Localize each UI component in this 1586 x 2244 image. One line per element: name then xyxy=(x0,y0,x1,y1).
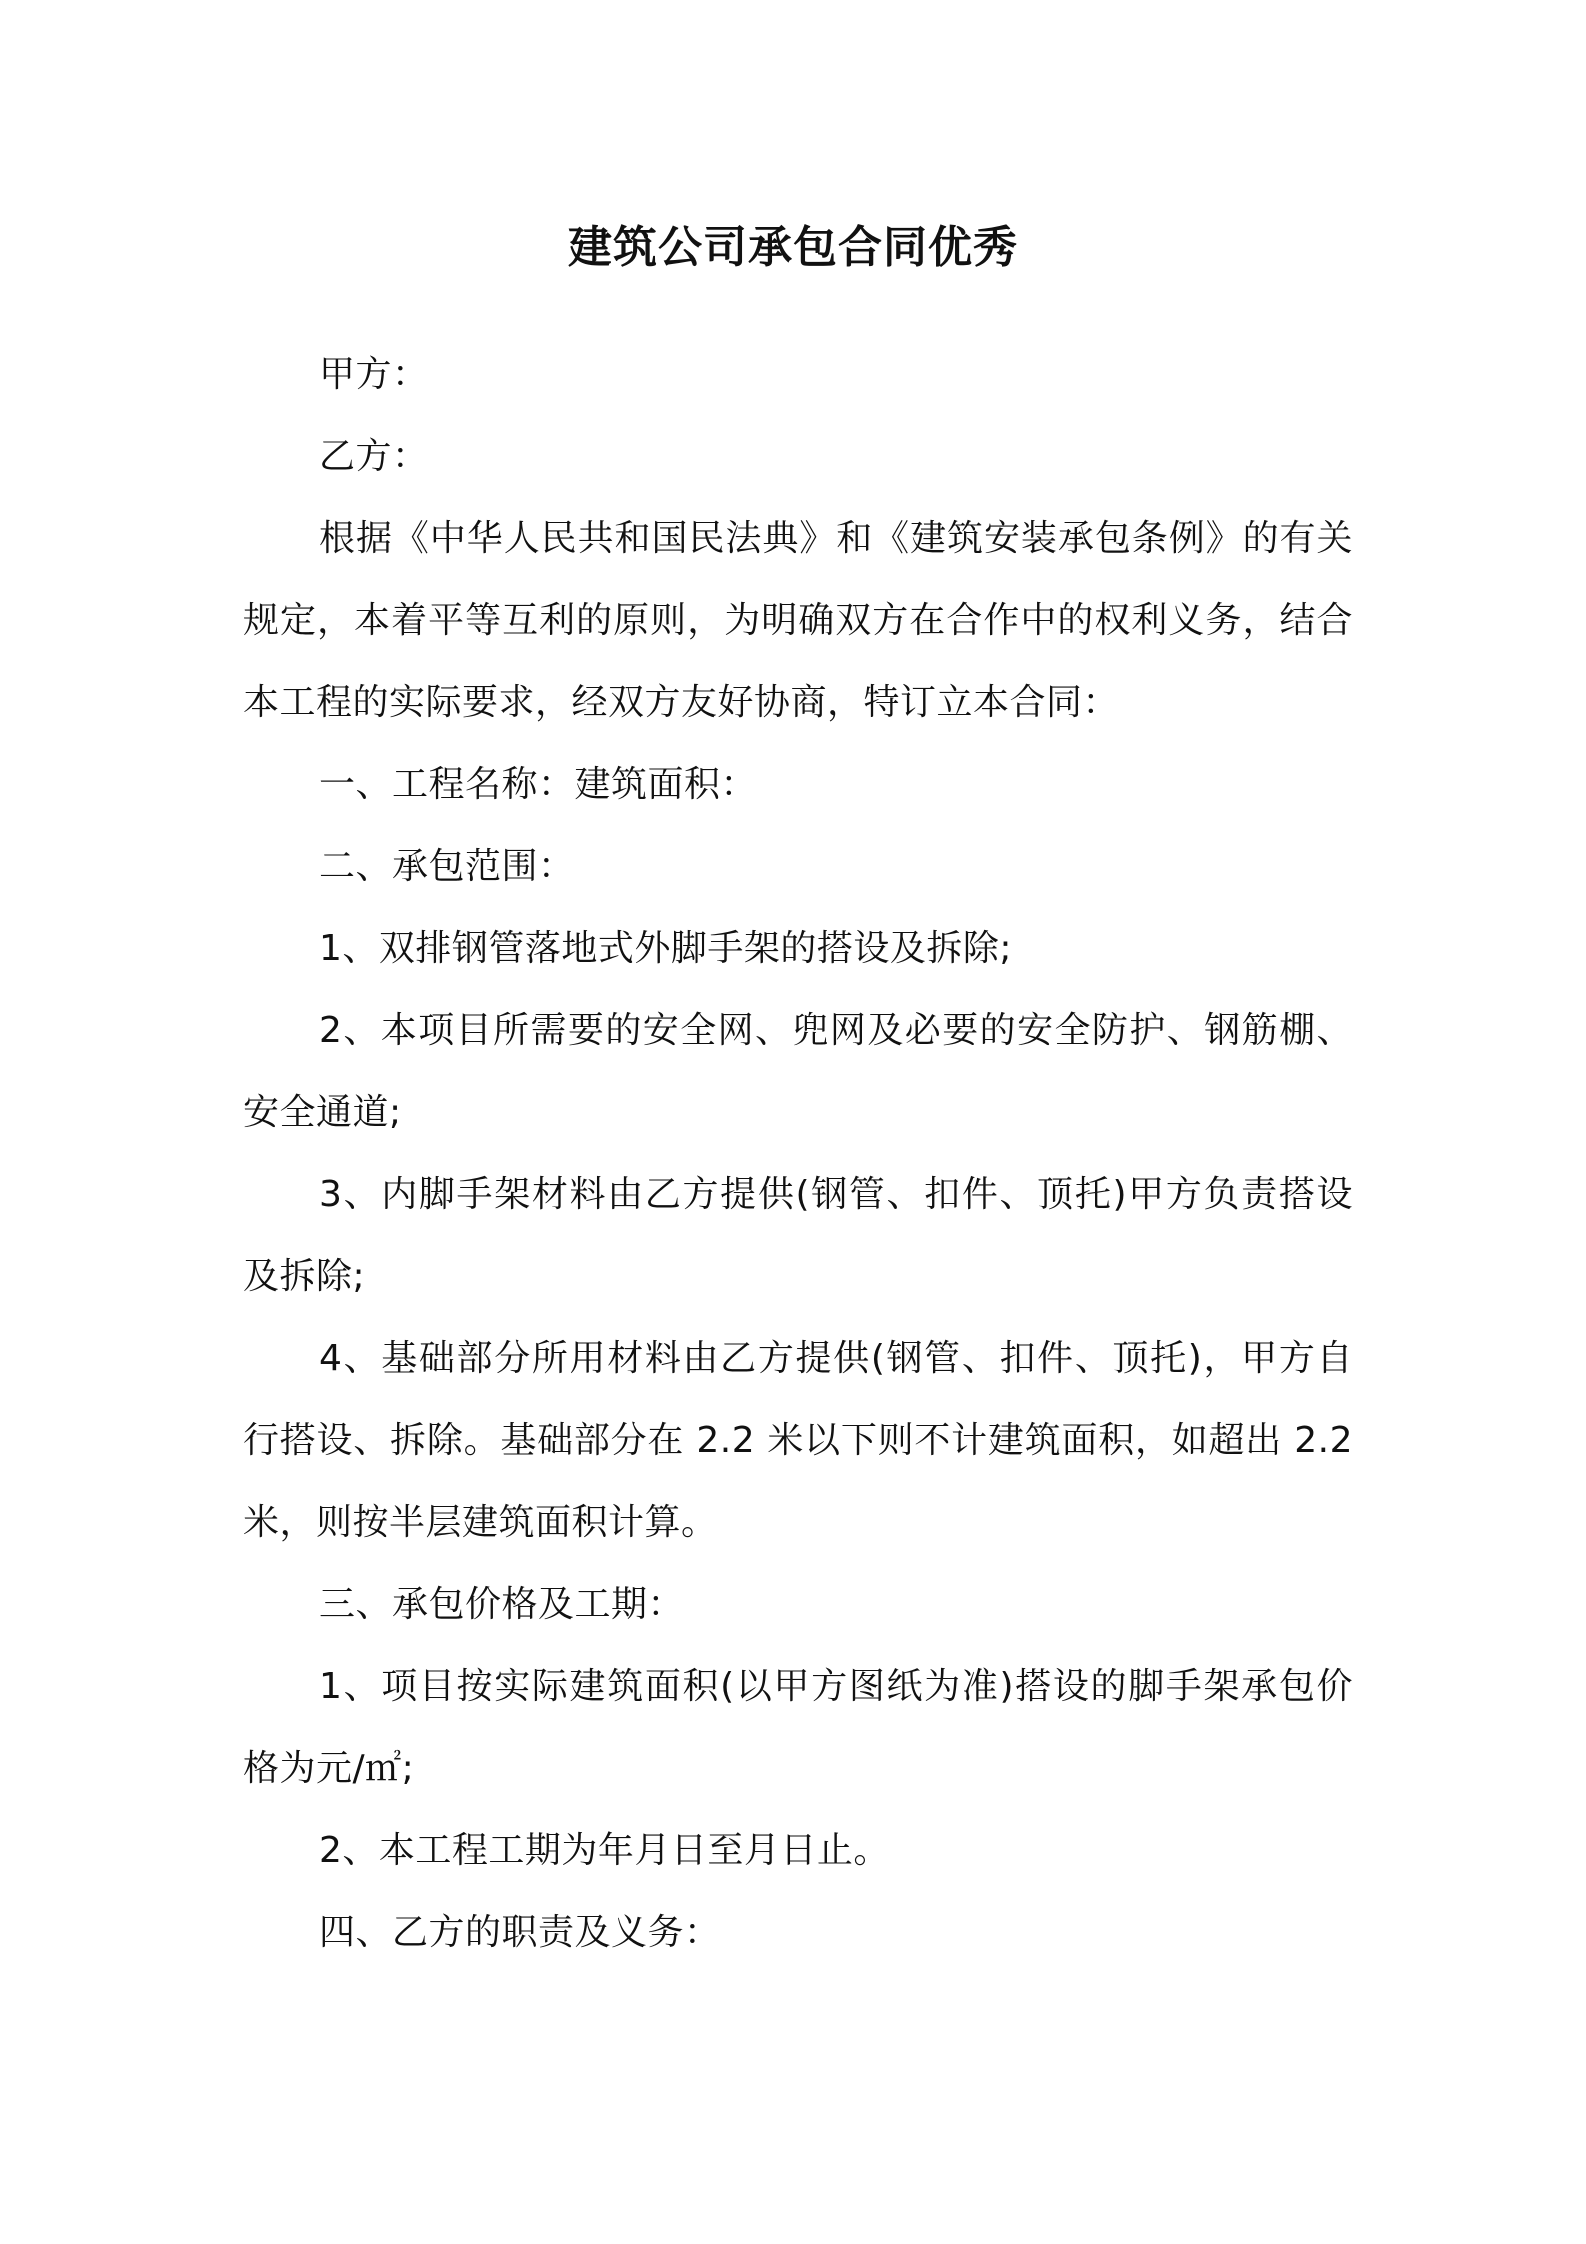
document-body xyxy=(243,334,1353,1974)
section-4-heading: 四、乙方的职责及义务： xyxy=(319,1912,721,1953)
scope-item-3: 3、内脚手架材料由乙方提供(钢管、扣件、顶托)甲方负责搭设及拆除; xyxy=(243,1174,1353,1297)
section-2-heading: 二、承包范围： xyxy=(319,846,575,887)
scope-item-2: 2、本项目所需要的安全网、兜网及必要的安全防护、钢筋棚、安全通道; xyxy=(243,1010,1353,1133)
price-item-1: 1、项目按实际建筑面积(以甲方图纸为准)搭设的脚手架承包价格为元/㎡; xyxy=(243,1666,1353,1789)
party-b-line: 乙方： xyxy=(319,436,429,477)
document-title: 建筑公司承包合同优秀 xyxy=(568,222,1018,273)
scope-item-1: 1、双排钢管落地式外脚手架的搭设及拆除; xyxy=(319,928,1013,969)
section-3-heading: 三、承包价格及工期： xyxy=(319,1584,685,1625)
price-item-2: 2、本工程工期为年月日至月日止。 xyxy=(319,1830,890,1871)
party-a-line: 甲方： xyxy=(319,354,429,395)
scope-item-4: 4、基础部分所用材料由乙方提供(钢管、扣件、顶托)，甲方自行搭设、拆除。基础部分在 2.2 米以下则不计建筑面积，如超出 2.2 米，则按半层建筑面积计算。 xyxy=(243,1338,1353,1543)
section-1-heading: 一、工程名称：建筑面积： xyxy=(319,764,758,805)
preamble-paragraph: 根据《中华人民共和国民法典》和《建筑安装承包条例》的有关规定，本着平等互利的原则，为明确双方在合作中的权利义务，结合本工程的实际要求，经双方友好协商，特订立本合同： xyxy=(243,518,1353,723)
